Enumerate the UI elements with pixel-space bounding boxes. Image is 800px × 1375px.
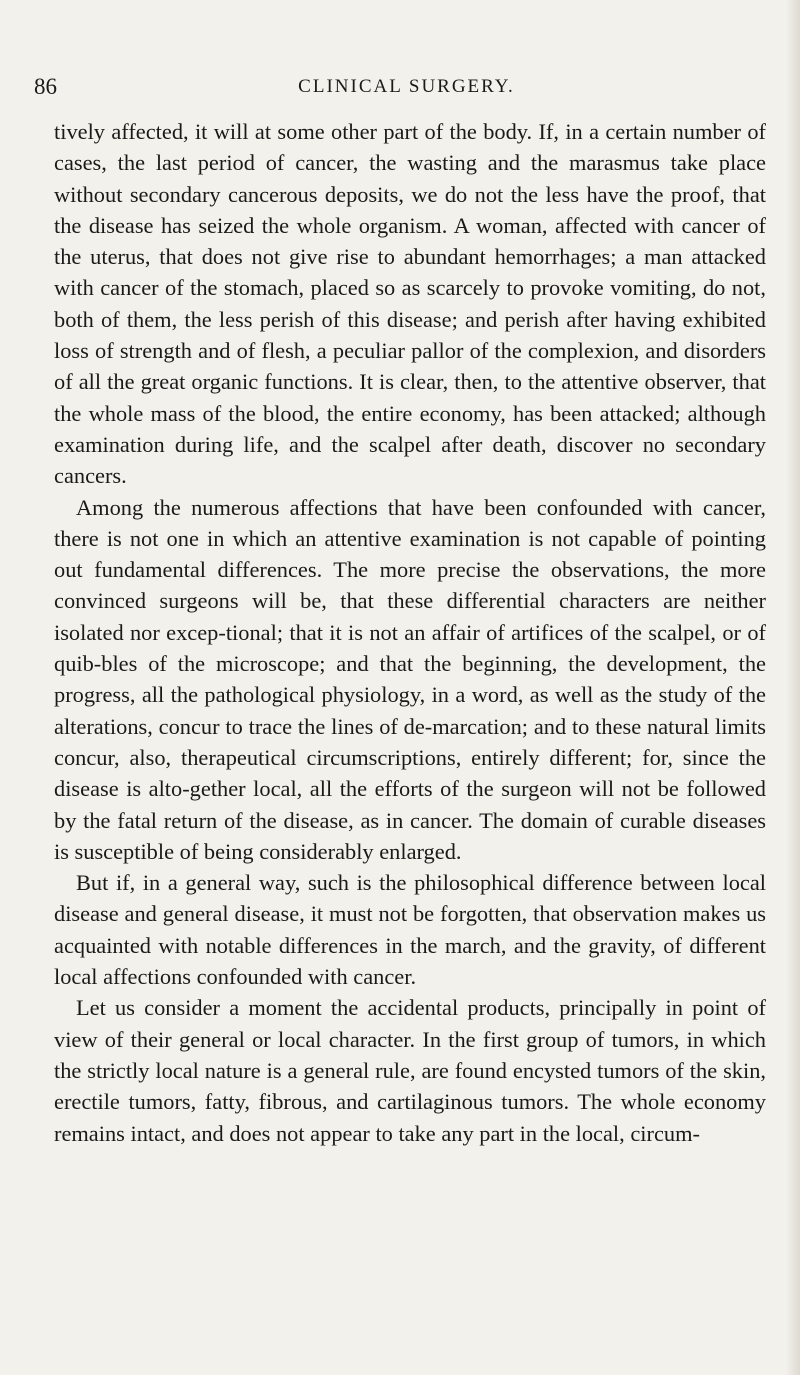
page-edge-shadow xyxy=(786,0,800,1375)
paragraph-accidental-products: Let us consider a moment the accidental products, principally in point of view of their general or local character. In the first group of tumors, in which the strictly local nature is a general rule, are found encysted tumors of the skin, erectile tumors, fatty, fibrous, and cartilaginous tumors. The whole economy remains intact, and does not appear to take any part in the local, circum- xyxy=(54,995,766,1146)
page-header xyxy=(34,74,779,104)
running-head: CLINICAL SURGERY. xyxy=(298,76,515,97)
paragraph-philosophical-difference: But if, in a general way, such is the philosophical difference between local disease and general disease, it must not be forgotten, that observation makes us acquainted with notable differences in the march, and the gravity, of different local affections confounded with cancer. xyxy=(54,870,766,990)
page-number: 86 xyxy=(34,74,57,99)
paragraph-affections-confounded: Among the numerous affections that have been confounded with cancer, there is not one in which an attentive examination is not capable of pointing out fundamental differences. The more precise the observations, the more convinced surgeons will be, that these differential characters are neither isolated nor excep-tional; that it is not an affair of artifices of the scalpel, or of quib-bles of the microscope; and that the beginning, the development, the progress, all the pathological physiology, in a word, as well as the study of the alterations, concur to trace the lines of de-marcation; and to these natural limits concur, also, therapeutical circumscriptions, entirely different; for, since the disease is alto-gether local, all the efforts of the surgeon will not be followed by the fatal return of the disease, as in cancer. The domain of curable diseases is susceptible of being considerably enlarged. xyxy=(54,494,766,864)
body-text xyxy=(54,116,766,1149)
paragraph-continuation: tively affected, it will at some other part of the body. If, in a certain number of cases, the last period of cancer, the wasting and the marasmus take place without secondary cancerous deposits, we do not the less have the proof, that the disease has seized the whole organism. A woman, affected with cancer of the uterus, that does not give rise to abundant hemorrhages; a man attacked with cancer of the stomach, placed so as scarcely to provoke vomiting, do not, both of them, the less perish of this disease; and perish after having exhibited loss of strength and of flesh, a peculiar pallor of the complexion, and disorders of all the great organic functions. It is clear, then, to the attentive observer, that the whole mass of the blood, the entire economy, has been attacked; although examination during life, and the scalpel after death, discover no secondary cancers. xyxy=(54,119,766,489)
